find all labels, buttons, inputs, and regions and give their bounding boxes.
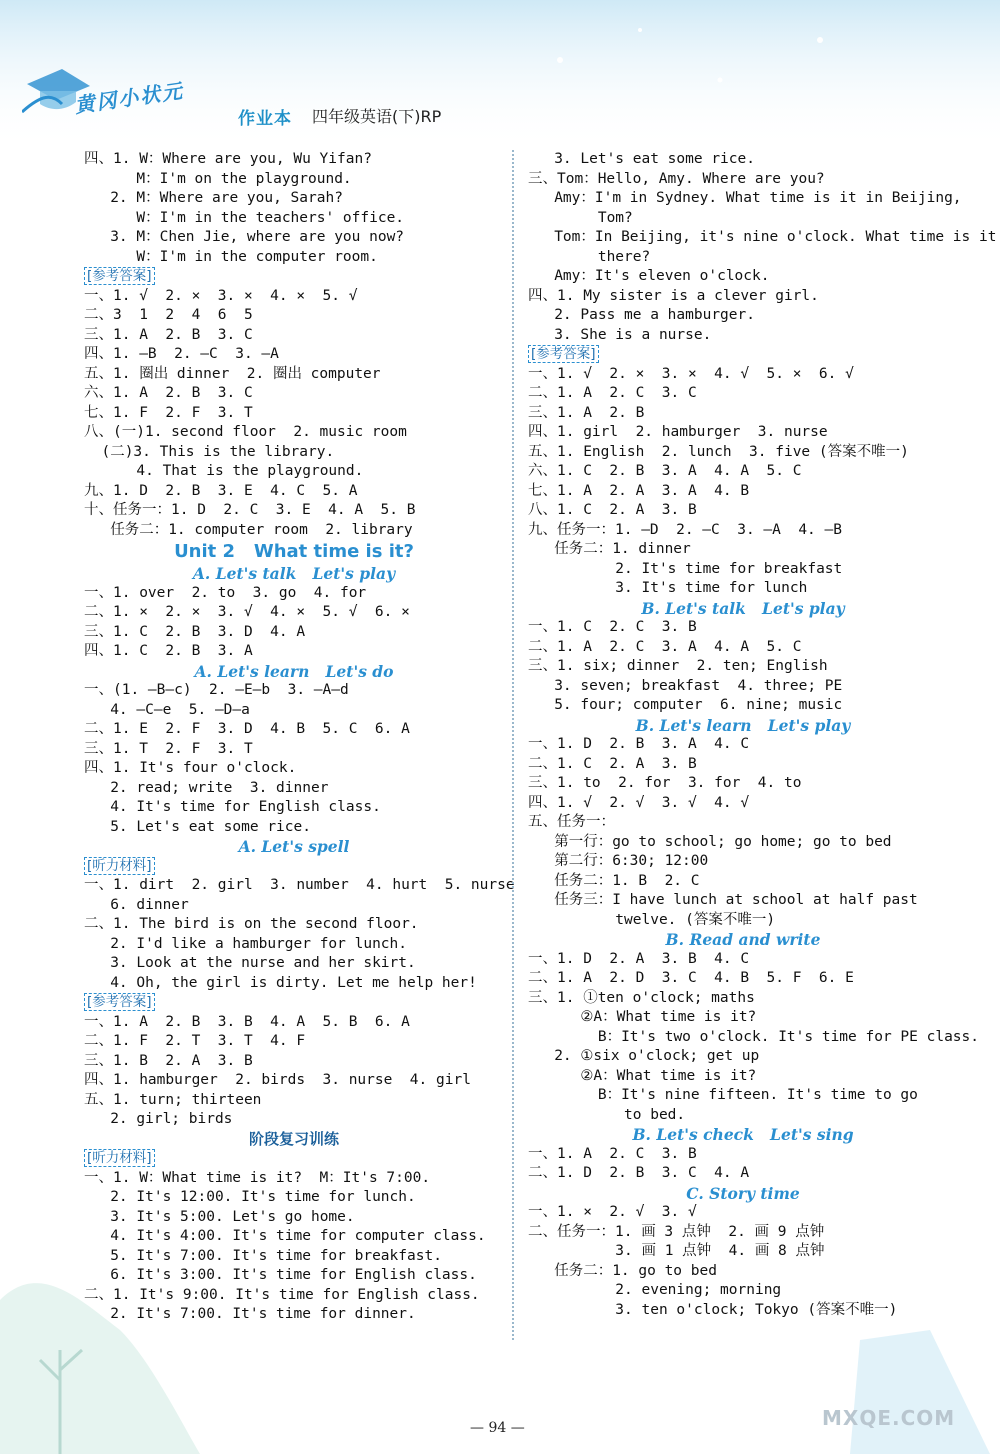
answer-line: 二、1. C 2. A 3. B (528, 755, 697, 772)
answer-line: 四、1. √ 2. √ 3. √ 4. √ (528, 794, 750, 811)
right-column (528, 150, 997, 1320)
answer-line: 二、1. A 2. C 3. A 4. A 5. C (528, 638, 802, 655)
section-heading: A. Let's learn Let's do (194, 661, 394, 681)
answer-line: Amy：I'm in Sydney. What time is it in Beijing, (528, 190, 962, 206)
answer-line: to bed. (528, 1106, 686, 1123)
answer-line: 3. It's time for lunch (528, 580, 808, 596)
answer-line: 五、1. turn; thirteen (84, 1091, 262, 1108)
answer-tag: [参考答案] (84, 993, 155, 1011)
answer-line: 2. ①six o'clock; get up (528, 1048, 760, 1064)
answer-line: 任务三：I have lunch at school at half past (528, 892, 918, 908)
answer-line: 一、(1. —B—c) 2. —E—b 3. —A—d (84, 682, 349, 698)
answer-line: 四、1. C 2. B 3. A (84, 643, 253, 659)
answer-line: 一、1. D 2. B 3. A 4. C (528, 736, 750, 752)
answer-line: 一、1. D 2. A 3. B 4. C (528, 950, 750, 967)
unit-heading: Unit 2 What time is it? (174, 541, 414, 562)
answer-line: 2. It's 7:00. It's time for dinner. (84, 1306, 416, 1322)
answer-line: 3. It's 5:00. Let's go home. (84, 1208, 355, 1225)
answer-line: 任务二：1. computer room 2. library (84, 521, 413, 538)
section-heading: B. Let's talk Let's play (641, 598, 845, 618)
answer-line: 二、任务一：1. 画 3 点钟 2. 画 9 点钟 (528, 1223, 825, 1240)
section-heading: B. Read and write (665, 930, 821, 949)
answer-line: 4. It's time for English class. (84, 799, 381, 815)
answer-line: 七、1. F 2. F 3. T (84, 404, 253, 421)
answer-line: 二、1. D 2. B 3. C 4. A (528, 1165, 750, 1181)
answer-line: 三、1. T 2. F 3. T (84, 740, 253, 757)
answer-line: twelve. (答案不唯一) (528, 911, 776, 928)
answer-line: 二、1. It's 9:00. It's time for English class. (84, 1286, 480, 1303)
answer-line: 4. It's 4:00. It's time for computer class. (84, 1228, 486, 1244)
answer-line: 一、1. over 2. to 3. go 4. for (84, 584, 367, 601)
answer-line: 四、1. —B 2. —C 3. —A (84, 346, 279, 362)
answer-line: W：I'm in the teachers' office. (84, 209, 405, 226)
answer-line (528, 345, 958, 365)
answer-line: 一、1. dirt 2. girl 3. number 4. hurt 5. nurse (84, 877, 515, 893)
answer-tag: [参考答案] (528, 345, 599, 363)
watermark: MXQE.COM (822, 1406, 956, 1430)
answer-line: 六、1. A 2. B 3. C (84, 385, 253, 401)
answer-line: 2. Pass me a hamburger. (528, 307, 755, 323)
answer-line: 2. evening; morning (528, 1282, 782, 1298)
answer-line: 二、1. The bird is on the second floor. (84, 916, 419, 932)
answer-line: 三、1. to 2. for 3. for 4. to (528, 775, 802, 791)
answer-line: 二、3 1 2 4 6 5 (84, 307, 253, 323)
answer-line: 5. It's 7:00. It's time for breakfast. (84, 1247, 442, 1264)
workbook-label: 作业本 (238, 109, 292, 129)
answer-line (84, 857, 504, 877)
answer-line: 2. M：Where are you, Sarah? (84, 190, 343, 206)
section-heading: B. Let's check Let's sing (632, 1125, 854, 1144)
answer-line: 2. It's time for breakfast (528, 560, 843, 577)
answer-line: 3. seven; breakfast 4. three; PE (528, 677, 843, 694)
answer-line: 3. Look at the nurse and her skirt. (84, 955, 416, 971)
answer-line: 任务二：1. dinner (528, 541, 691, 557)
answer-line: B：It's two o'clock. It's time for PE class. (528, 1028, 979, 1045)
answer-line: 四、1. W：Where are you, Wu Yifan? (84, 151, 372, 167)
answer-line: 任务二：1. B 2. C (528, 872, 700, 889)
answer-line: 2. I'd like a hamburger for lunch. (84, 935, 408, 952)
answer-line: 6. It's 3:00. It's time for English class. (84, 1267, 477, 1283)
answer-line (84, 993, 504, 1013)
answer-line: 第一行：go to school; go home; go to bed (528, 833, 892, 850)
answer-line: 三、1. six; dinner 2. ten; English (528, 658, 828, 674)
answer-line: 2. It's 12:00. It's time for lunch. (84, 1189, 416, 1205)
answer-line: ②A：What time is it? (528, 1067, 757, 1084)
answer-line: M：I'm on the playground. (84, 170, 352, 187)
brand-logo-text: 黄冈小状元 (73, 78, 186, 118)
answer-line (84, 1149, 504, 1169)
answer-line: 5. four; computer 6. nine; music (528, 697, 843, 713)
answer-line: 四、1. hamburger 2. birds 3. nurse 4. girl (84, 1072, 471, 1088)
answer-line: 三、1. C 2. B 3. D 4. A (84, 623, 306, 640)
answer-line: 3. 画 1 点钟 4. 画 8 点钟 (528, 1243, 825, 1259)
answer-line: W：I'm in the computer room. (84, 248, 378, 265)
left-column (84, 150, 515, 1325)
answer-line: Tom：In Beijing, it's nine o'clock. What time is it (528, 229, 997, 245)
answer-line: 五、任务一： (528, 814, 615, 830)
answer-line: 4. Oh, the girl is dirty. Let me help her! (84, 974, 477, 991)
answer-line: Amy：It's eleven o'clock. (528, 268, 770, 284)
answer-line: 任务二：1. go to bed (528, 1262, 717, 1279)
section-heading: A. Let's spell (238, 837, 350, 856)
answer-line: 四、1. My sister is a clever girl. (528, 287, 819, 304)
stage-heading: 阶段复习训练 (248, 1129, 339, 1148)
answer-line: 6. dinner (84, 896, 189, 913)
answer-line: 三、1. A 2. B 3. C (84, 326, 253, 343)
answer-line: Tom? (528, 209, 633, 226)
page-number: — 94 — (470, 1420, 525, 1436)
answer-line: 2. girl; birds (84, 1111, 233, 1127)
answer-line: 一、1. × 2. √ 3. √ (528, 1204, 697, 1220)
answer-line: 一、1. A 2. B 3. B 4. A 5. B 6. A (84, 1013, 410, 1030)
section-heading: C. Story time (686, 1183, 800, 1203)
answer-line: 一、1. A 2. C 3. B (528, 1145, 697, 1162)
answer-line: 5. Let's eat some rice. (84, 818, 311, 835)
section-heading: A. Let's talk Let's play (192, 564, 396, 583)
answer-line: 七、1. A 2. A 3. A 4. B (528, 482, 750, 499)
answer-line: 一、1. √ 2. × 3. × 4. × 5. √ (84, 287, 358, 304)
answer-line: (二)3. This is the library. (84, 443, 335, 460)
answer-line: 六、1. C 2. B 3. A 4. A 5. C (528, 463, 802, 479)
answer-tag: [参考答案] (84, 267, 155, 285)
answer-line: 三、Tom：Hello, Amy. Where are you? (528, 170, 825, 187)
answer-line: 4. —C—e 5. —D—a (84, 701, 250, 718)
answer-line: ②A：What time is it? (528, 1009, 757, 1025)
answer-line: 四、1. It's four o'clock. (84, 760, 297, 776)
answer-line: 八、1. C 2. A 3. B (528, 502, 697, 518)
answer-line: 三、1. ①ten o'clock; maths (528, 989, 755, 1006)
answer-line: 二、1. × 2. × 3. √ 4. × 5. √ 6. × (84, 604, 410, 620)
answer-line: 第二行：6:30; 12:00 (528, 853, 709, 869)
answer-line: 十、任务一：1. D 2. C 3. E 4. A 5. B (84, 502, 416, 518)
answer-line: 二、1. A 2. D 3. C 4. B 5. F 6. E (528, 970, 854, 986)
answer-line: 一、1. C 2. C 3. B (528, 619, 697, 635)
answer-line: 三、1. A 2. B (528, 404, 645, 421)
answer-line (84, 267, 504, 287)
answer-line: 九、1. D 2. B 3. E 4. C 5. A (84, 482, 358, 499)
answer-line: 二、1. A 2. C 3. C (528, 385, 697, 401)
answer-line: 4. That is the playground. (84, 463, 364, 479)
answer-line: 八、(一)1. second floor 2. music room (84, 424, 407, 440)
column-divider (512, 150, 514, 1340)
answer-line: 二、1. F 2. T 3. T 4. F (84, 1033, 306, 1049)
answer-tag: [听力材料] (84, 1149, 155, 1167)
answer-line: 五、1. 圈出 dinner 2. 圈出 computer (84, 365, 381, 382)
answer-line: 3. She is a nurse. (528, 326, 712, 343)
answer-line: 二、1. E 2. F 3. D 4. B 5. C 6. A (84, 721, 410, 737)
answer-line: 三、1. B 2. A 3. B (84, 1052, 253, 1069)
answer-line: 四、1. girl 2. hamburger 3. nurse (528, 424, 828, 440)
answer-line: there? (528, 248, 651, 265)
answer-tag: [听力材料] (84, 857, 155, 875)
page-header (0, 0, 1000, 150)
answer-line: 3. M：Chen Jie, where are you now? (84, 229, 405, 245)
answer-line: 一、1. √ 2. × 3. × 4. √ 5. × 6. √ (528, 365, 854, 382)
answer-line: 一、1. W：What time is it? M：It's 7:00. (84, 1169, 431, 1186)
answer-line: 九、任务一：1. —D 2. —C 3. —A 4. —B (528, 521, 842, 538)
answer-line: 3. Let's eat some rice. (528, 151, 755, 167)
answer-line: 2. read; write 3. dinner (84, 779, 329, 796)
answer-line: 3. ten o'clock; Tokyo (答案不唯一) (528, 1301, 898, 1318)
answer-line: B：It's nine fifteen. It's time to go (528, 1087, 918, 1103)
book-subtitle: 四年级英语(下)RP (312, 107, 442, 126)
answer-line: 五、1. English 2. lunch 3. five (答案不唯一) (528, 443, 909, 460)
section-heading: B. Let's learn Let's play (635, 715, 851, 735)
